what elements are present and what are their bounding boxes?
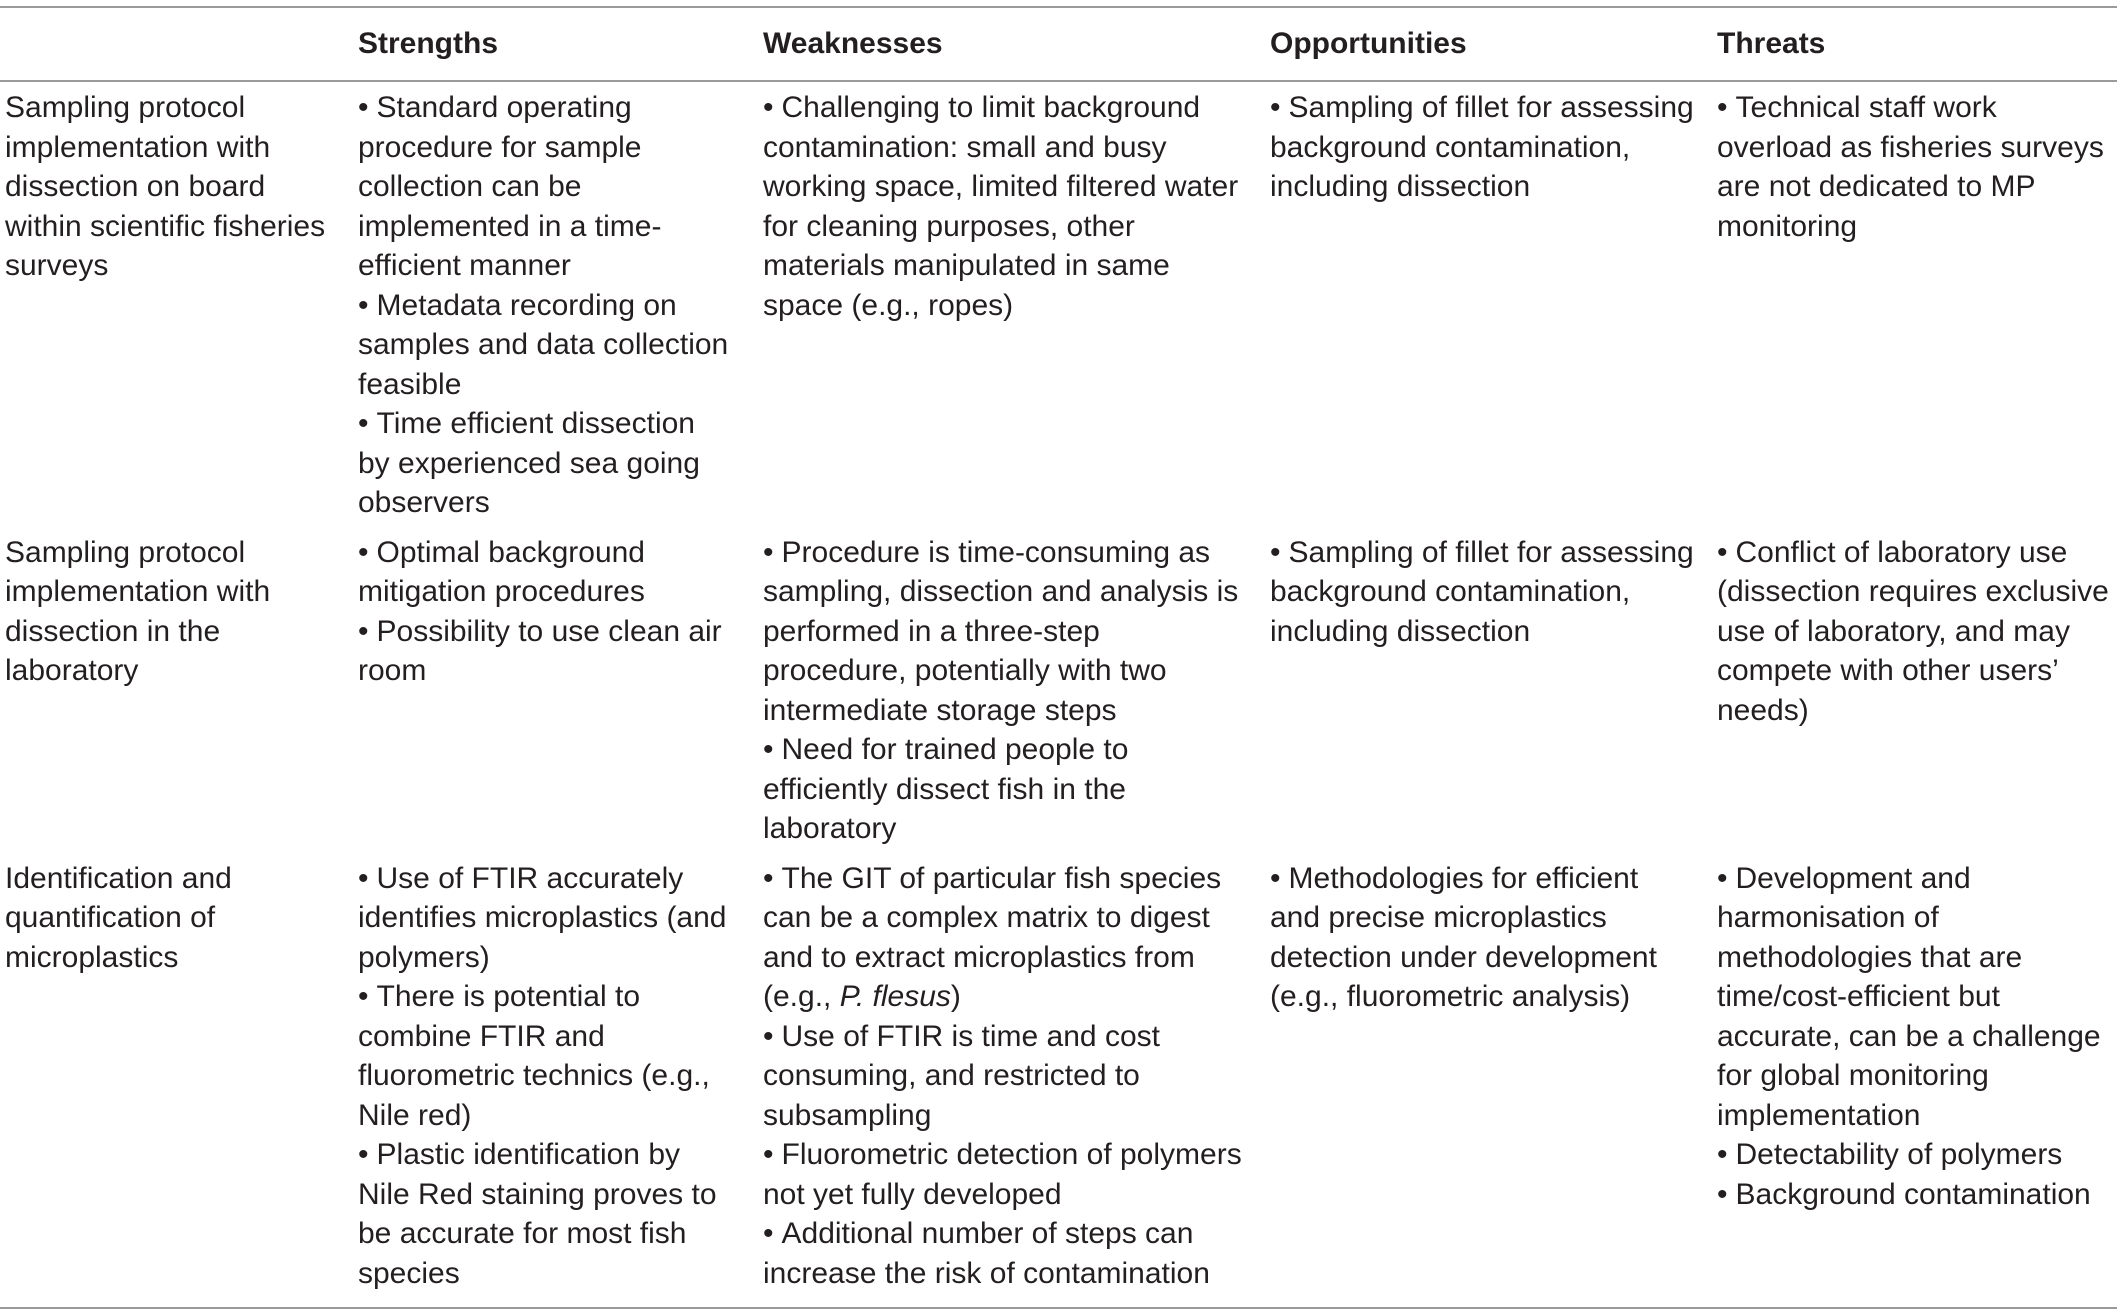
- list-item: [1717, 1135, 2117, 1175]
- bullet-icon: •: [358, 861, 369, 895]
- list-item: [1717, 1175, 2117, 1215]
- item-text-suffix: ): [950, 980, 961, 1013]
- bullet-icon: •: [1270, 91, 1281, 124]
- list-item: [358, 88, 730, 286]
- item-text: Additional number of steps can increase the risk of contamination: [763, 1217, 1210, 1290]
- list-item: [763, 88, 1243, 325]
- header-row: [0, 7, 2117, 81]
- list-item: [358, 612, 730, 691]
- item-text: Challenging to limit background contamination: small and busy working space, limited filtered water for cleaning purposes, other materials manipulated in same space (e.g., ropes): [763, 91, 1239, 322]
- header-opportunities: Opportunities: [1270, 27, 1467, 61]
- item-text: There is potential to combine FTIR and fluorometric technics (e.g., Nile red): [358, 980, 710, 1132]
- list-item: [358, 533, 730, 612]
- bullet-icon: •: [763, 1138, 774, 1171]
- item-text: Sampling of fillet for assessing background contamination, including dissection: [1270, 535, 1694, 648]
- list-item: [763, 1135, 1243, 1214]
- opportunities-cell: [1263, 529, 1717, 855]
- species-name: P. flesus: [839, 980, 951, 1013]
- item-text: The GIT of particular fish species can be a complex matrix to digest and to extract microplastics from (e.g.,: [763, 861, 1222, 1013]
- weaknesses-cell: [758, 529, 1263, 855]
- item-text: Methodologies for efficient and precise microplastics detection under development (e.g., fluorometric analysis): [1270, 861, 1657, 1013]
- list-item: [358, 977, 730, 1135]
- item-text: Technical staff work overload as fisheries surveys are not dedicated to MP monitoring: [1717, 91, 2104, 243]
- header-threats: Threats: [1717, 27, 1826, 61]
- list-item: [763, 1017, 1243, 1136]
- bullet-icon: •: [358, 535, 369, 569]
- list-item: [1717, 88, 2117, 246]
- item-text: Conflict of laboratory use (dissection requires exclusive use of laboratory, and may compete with other users’ needs): [1717, 535, 2109, 727]
- header-empty: [0, 7, 355, 81]
- item-text: Need for trained people to efficiently dissect fish in the laboratory: [763, 733, 1129, 845]
- item-text: Detectability of polymers: [1735, 1138, 2063, 1171]
- item-text: Possibility to use clean air room: [358, 614, 722, 687]
- weaknesses-cell: [758, 81, 1263, 529]
- threats-cell: [1717, 855, 2117, 1309]
- bullet-icon: •: [358, 91, 369, 124]
- item-text: Development and harmonisation of methodologies that are time/cost-efficient but accurate, can be a challenge for global monitoring implementation: [1717, 861, 2101, 1132]
- list-item: [358, 859, 730, 978]
- list-item: [763, 1214, 1243, 1293]
- item-text: Plastic identification by Nile Red staining proves to be accurate for most fish species: [358, 1138, 717, 1290]
- strengths-cell: [355, 855, 758, 1309]
- bullet-icon: •: [763, 91, 774, 124]
- bullet-icon: •: [763, 733, 774, 766]
- bullet-icon: •: [763, 861, 774, 895]
- opportunities-cell: [1263, 81, 1717, 529]
- row-label: Identification and quantification of microplastics: [5, 861, 232, 974]
- item-text: Standard operating procedure for sample collection can be implemented in a time-efficient manner: [358, 91, 662, 282]
- bullet-icon: •: [1717, 535, 1728, 569]
- header-weaknesses: Weaknesses: [763, 27, 943, 61]
- bullet-icon: •: [763, 535, 774, 569]
- item-text: Procedure is time-consuming as sampling, dissection and analysis is performed in a three-step procedure, potentially with two intermediate storage steps: [763, 535, 1239, 727]
- bullet-icon: •: [358, 407, 369, 440]
- table-row: [0, 855, 2117, 1309]
- item-text: Background contamination: [1735, 1177, 2091, 1211]
- opportunities-cell: [1263, 855, 1717, 1309]
- bullet-icon: •: [763, 1019, 774, 1053]
- threats-cell: [1717, 81, 2117, 529]
- row-label: Sampling protocol implementation with dissection on board within scientific fisheries surveys: [5, 91, 326, 282]
- bullet-icon: •: [358, 1138, 369, 1171]
- weaknesses-cell: [758, 855, 1263, 1309]
- item-text: Use of FTIR is time and cost consuming, and restricted to subsampling: [763, 1019, 1160, 1132]
- item-text: Sampling of fillet for assessing background contamination, including dissection: [1270, 91, 1694, 203]
- bullet-icon: •: [1717, 91, 1728, 124]
- swot-table: [0, 6, 2117, 1309]
- bullet-icon: •: [1270, 535, 1281, 569]
- bullet-icon: •: [358, 288, 369, 322]
- strengths-cell: [355, 529, 758, 855]
- list-item: [1270, 859, 1695, 1017]
- item-text: Optimal background mitigation procedures: [358, 535, 645, 608]
- bullet-icon: •: [358, 980, 369, 1013]
- bullet-icon: •: [1717, 861, 1728, 895]
- list-item: [1270, 88, 1695, 207]
- list-item: [1717, 533, 2117, 731]
- bullet-icon: •: [1717, 1138, 1728, 1171]
- list-item: [763, 730, 1243, 849]
- list-item: [358, 404, 730, 523]
- list-item: [1270, 533, 1695, 652]
- bullet-icon: •: [1270, 861, 1281, 895]
- list-item: [358, 286, 730, 405]
- bullet-icon: •: [763, 1217, 774, 1250]
- list-item: [763, 859, 1243, 1017]
- item-text: Time efficient dissection by experienced sea going observers: [358, 407, 700, 519]
- threats-cell: [1717, 529, 2117, 855]
- item-text: Use of FTIR accurately identifies microplastics (and polymers): [358, 861, 727, 974]
- item-text: Fluorometric detection of polymers not yet fully developed: [763, 1138, 1242, 1211]
- list-item: [763, 533, 1243, 731]
- list-item: [358, 1135, 730, 1293]
- list-item: [1717, 859, 2117, 1136]
- item-text: Metadata recording on samples and data collection feasible: [358, 288, 729, 401]
- row-label: Sampling protocol implementation with dissection in the laboratory: [5, 535, 271, 687]
- bullet-icon: •: [358, 614, 369, 648]
- table-row: [0, 529, 2117, 855]
- header-strengths: Strengths: [358, 27, 499, 61]
- bullet-icon: •: [1717, 1177, 1728, 1211]
- strengths-cell: [355, 81, 758, 529]
- table-row: [0, 81, 2117, 529]
